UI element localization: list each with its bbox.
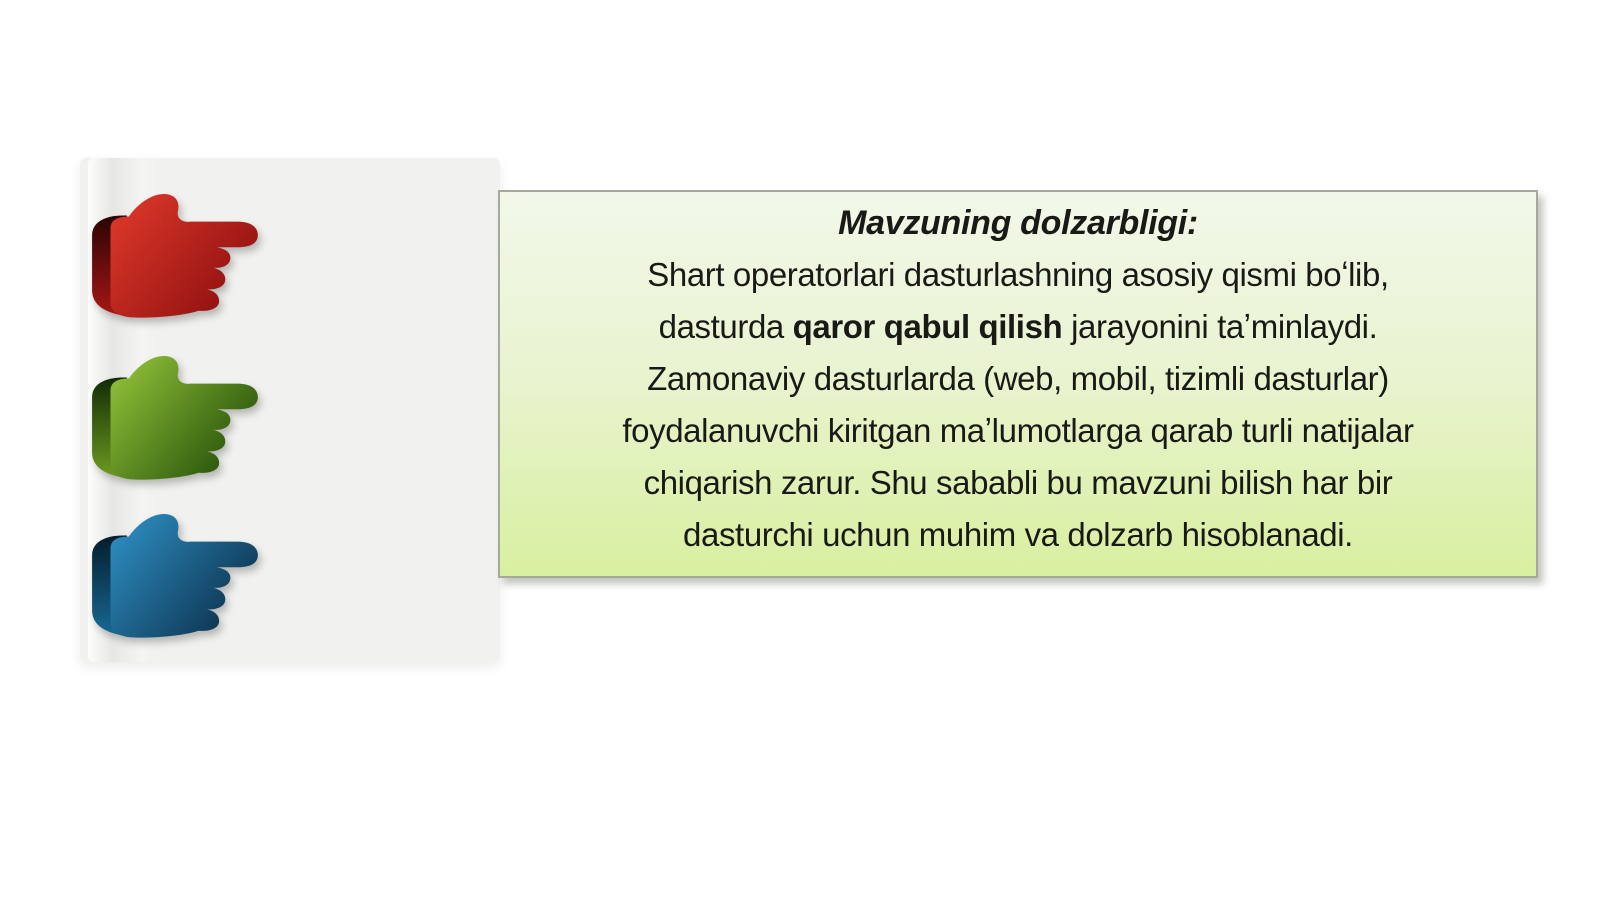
callout-line-2	[500, 301, 1536, 353]
callout-box	[498, 190, 1538, 578]
callout-title: Mavzuning dolzarbligi:	[838, 204, 1198, 242]
red-pointer-hand-icon	[88, 194, 264, 322]
green-pointer-hand-icon	[88, 356, 264, 484]
pointer-hand-body	[111, 194, 258, 318]
blue-pointer-hand-icon	[88, 514, 264, 642]
callout-line-2-suffix: jarayonini taʼminlaydi.	[1062, 308, 1378, 345]
pointer-hand-body	[111, 514, 258, 638]
callout-line-4: foydalanuvchi kiritgan maʼlumotlarga qarab turli natijalar	[622, 412, 1414, 449]
pointer-hand-body	[111, 356, 258, 480]
callout-line-5: chiqarish zarur. Shu sababli bu mavzuni bilish har bir	[643, 464, 1393, 501]
callout-line-1: Shart operatorlari dasturlashning asosiy qismi boʻlib,	[647, 256, 1389, 293]
callout-line-6: dasturchi uchun muhim va dolzarb hisoblanadi.	[683, 516, 1353, 553]
callout-line-2-bold: qaror qabul qilish	[792, 308, 1063, 345]
callout-line-2-prefix: dasturda	[658, 308, 793, 345]
callout-line-3: Zamonaviy dasturlarda (web, mobil, tizimli dasturlar)	[647, 360, 1389, 397]
